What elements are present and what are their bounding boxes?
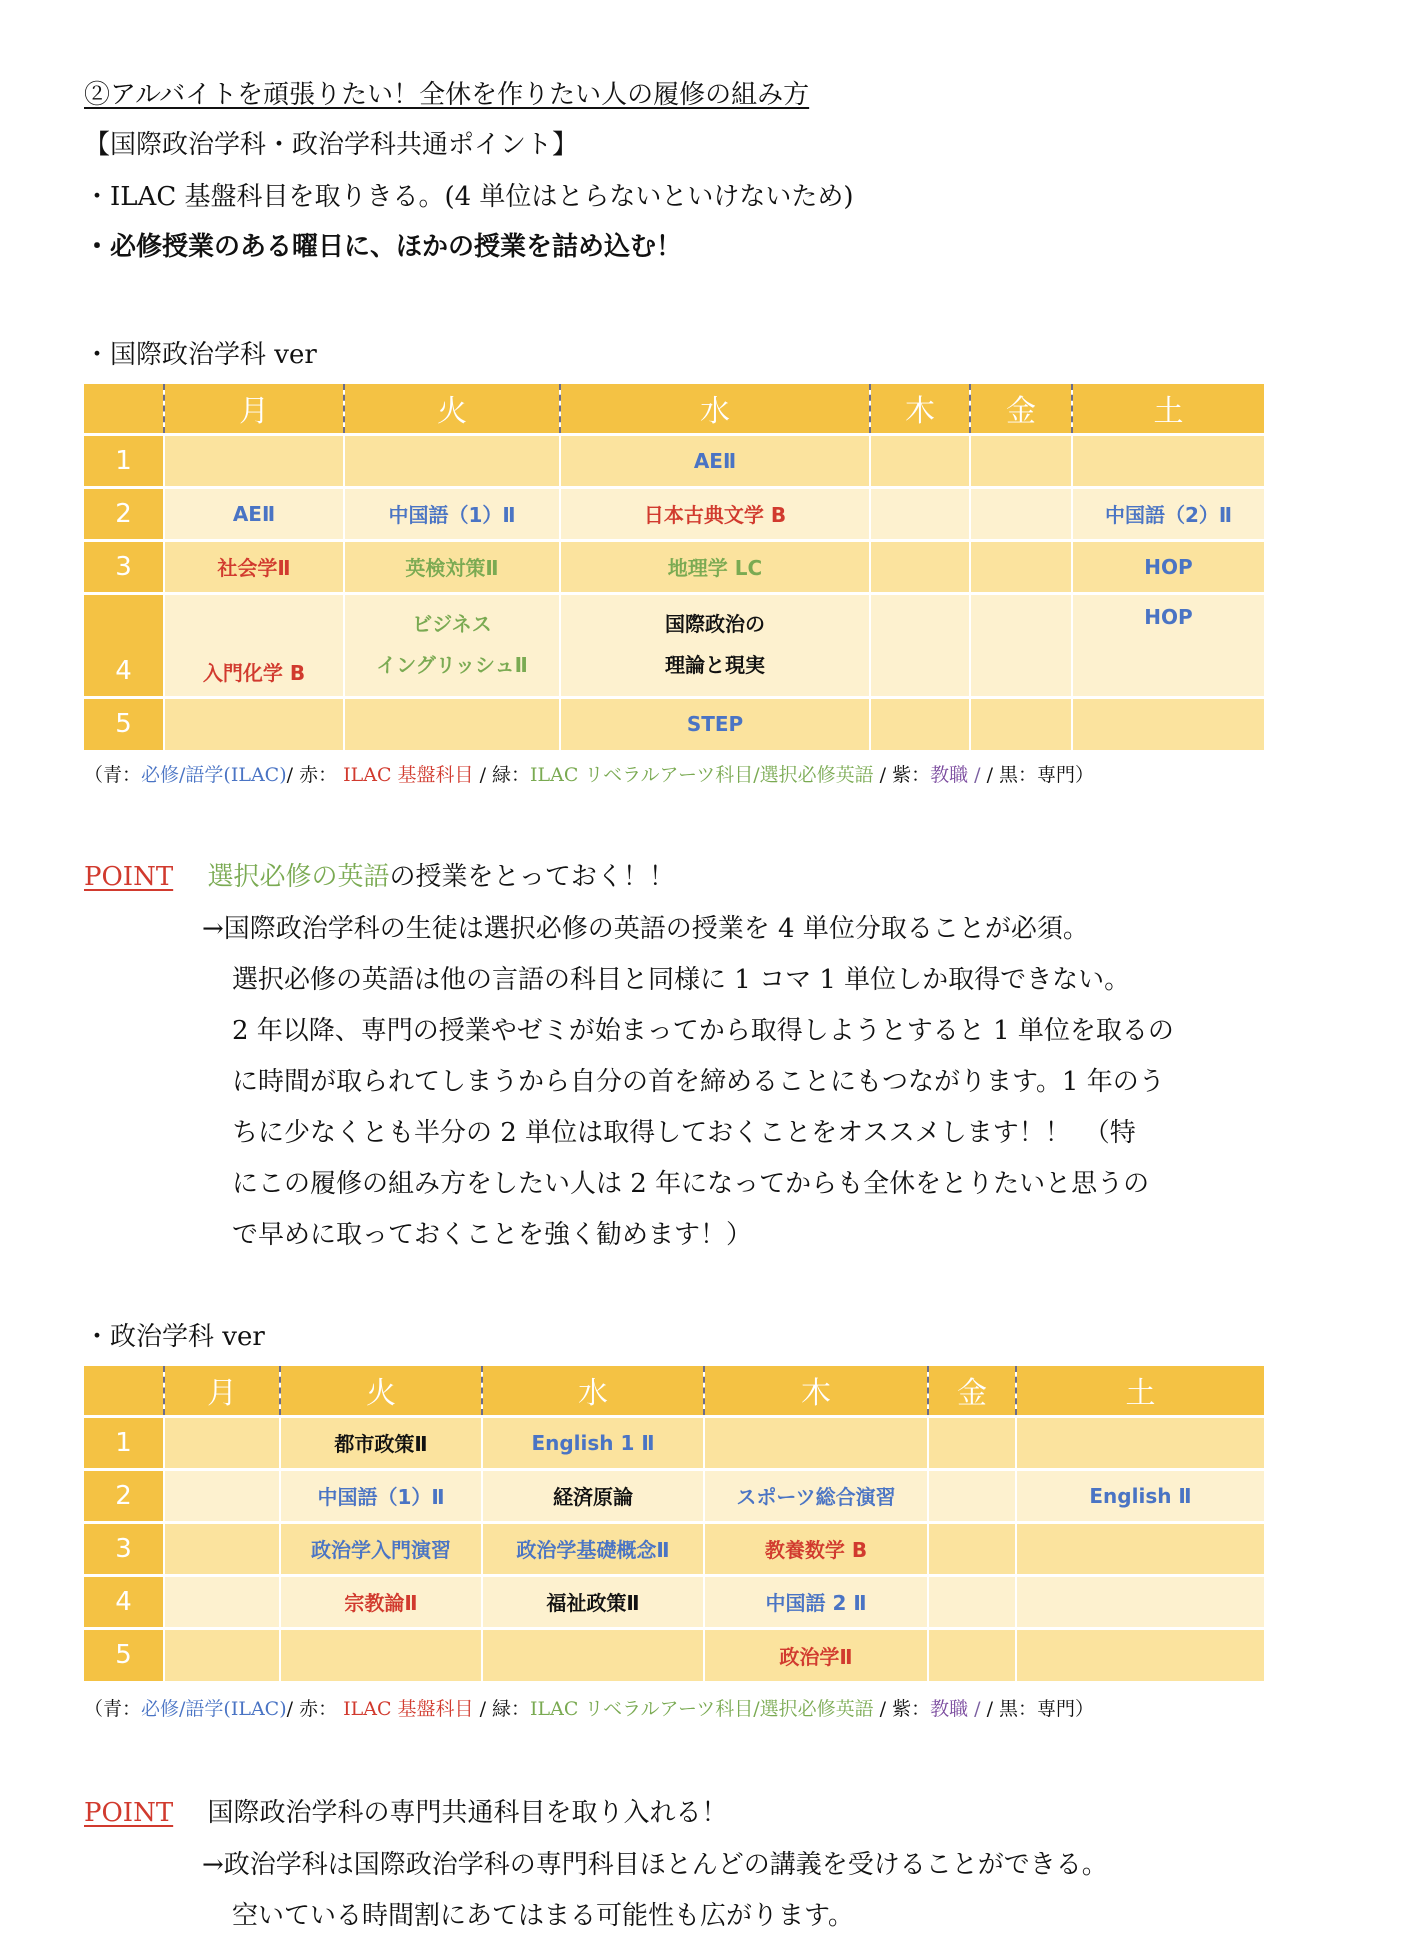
point-1-line-2: 選択必修の英語は他の言語の科目と同様に 1 コマ 1 単位しか取得できない。 (232, 965, 1131, 995)
legend-red: ILAC 基盤科目 (343, 1698, 474, 1720)
table-row (84, 434, 1264, 487)
common-point-1: ・ILAC 基盤科目を取りきる。(4 単位はとらないといけないため) (84, 182, 854, 212)
point-1-line-6: にこの履修の組み方をしたい人は 2 年になってからも全休をとりたいと思うの (232, 1169, 1150, 1199)
legend-after-red: / 緑： (479, 1698, 531, 1720)
table-row (84, 1522, 1264, 1575)
cell-sat-1 (1072, 434, 1264, 487)
period-number: 1 (84, 434, 164, 487)
cell-mon-5 (164, 697, 344, 750)
legend-green: ILAC リベラルアーツ科目/選択必修英語 (530, 764, 874, 786)
cell-wed-2: 経済原論 (482, 1469, 704, 1522)
cell-sat-4: HOP (1072, 593, 1264, 697)
period-number: 4 (84, 1575, 164, 1628)
cell-thu-2 (870, 487, 970, 540)
cell-sat-4 (1016, 1575, 1264, 1628)
cell-fri-5 (970, 697, 1072, 750)
header-day-sat: 土 (1072, 384, 1264, 434)
header-day-fri: 金 (928, 1366, 1016, 1416)
legend-open: （青： (84, 1698, 142, 1720)
cell-thu-3 (870, 540, 970, 593)
cell-tue-5 (280, 1628, 482, 1681)
cell-wed-1: AEⅡ (560, 434, 870, 487)
cell-wed-4: 福祉政策Ⅱ (482, 1575, 704, 1628)
cell-mon-1 (164, 1416, 280, 1469)
cell-tue-3: 政治学入門演習 (280, 1522, 482, 1575)
point-2-line-2: 空いている時間割にあてはまる可能性も広がります。 (232, 1901, 854, 1931)
header-day-thu: 木 (704, 1366, 928, 1416)
legend-purple: 教職 (930, 1698, 969, 1720)
cell-wed-3: 政治学基礎概念Ⅱ (482, 1522, 704, 1575)
point-1-line-4: に時間が取られてしまうから自分の首を締めることにもつながります。1 年のう (232, 1067, 1165, 1097)
header-corner (84, 1366, 164, 1416)
table-row (84, 1469, 1264, 1522)
cell-fri-5 (928, 1628, 1016, 1681)
header-day-mon: 月 (164, 1366, 280, 1416)
cell-tue-4-line2: イングリッシュⅡ (376, 653, 528, 677)
legend-after-blue: / 赤： (286, 1698, 338, 1720)
cell-mon-4: 入門化学 B (164, 593, 344, 697)
legend-after-green: / 紫： (879, 1698, 931, 1720)
cell-thu-5 (870, 697, 970, 750)
cell-mon-2: AEⅡ (164, 487, 344, 540)
table-row (84, 540, 1264, 593)
legend-after-purple: / 黒：専門） (986, 764, 1095, 786)
cell-mon-2 (164, 1469, 280, 1522)
header-day-wed: 水 (482, 1366, 704, 1416)
cell-fri-4 (970, 593, 1072, 697)
point-1-rest: の授業をとっておく！！ (389, 862, 675, 892)
legend-green: ILAC リベラルアーツ科目/選択必修英語 (530, 1698, 874, 1720)
timetable-intl-politics (84, 384, 1264, 750)
cell-sat-5 (1072, 697, 1264, 750)
cell-thu-1 (704, 1416, 928, 1469)
cell-sat-2: English Ⅱ (1016, 1469, 1264, 1522)
cell-sat-2: 中国語（2）Ⅱ (1072, 487, 1264, 540)
point-1-line-5: ちに少なくとも半分の 2 単位は取得しておくことをオススメします！！ （特 (232, 1118, 1136, 1148)
section-label-politics: ・政治学科 ver (84, 1322, 265, 1352)
legend-slash: / (974, 764, 981, 786)
cell-thu-4 (870, 593, 970, 697)
cell-thu-3: 教養数学 B (704, 1522, 928, 1575)
period-number: 5 (84, 697, 164, 750)
legend-open: （青： (84, 764, 142, 786)
common-points-title: 【国際政治学科・政治学科共通ポイント】 (84, 130, 579, 160)
table-header-row (84, 384, 1264, 434)
header-day-tue: 火 (280, 1366, 482, 1416)
cell-fri-3 (928, 1522, 1016, 1575)
point-1-line-3: 2 年以降、専門の授業やゼミが始まってから取得しようとすると 1 単位を取るの (232, 1016, 1174, 1046)
color-legend-2 (84, 1696, 1094, 1722)
cell-mon-1 (164, 434, 344, 487)
cell-sat-5 (1016, 1628, 1264, 1681)
cell-fri-3 (970, 540, 1072, 593)
cell-thu-2: スポーツ総合演習 (704, 1469, 928, 1522)
cell-wed-1: English 1 Ⅱ (482, 1416, 704, 1469)
cell-tue-2: 中国語（1）Ⅱ (280, 1469, 482, 1522)
point-2-tag: POINT (84, 1798, 174, 1828)
cell-tue-4: 宗教論Ⅱ (280, 1575, 482, 1628)
cell-sat-3: HOP (1072, 540, 1264, 593)
table-row (84, 1575, 1264, 1628)
point-1-highlight: 選択必修の英語 (207, 862, 390, 892)
legend-red: ILAC 基盤科目 (343, 764, 474, 786)
cell-wed-2: 日本古典文学 B (560, 487, 870, 540)
point-1-tag: POINT (84, 862, 174, 892)
table-row (84, 593, 1264, 697)
point-1-heading (84, 860, 675, 894)
cell-tue-1 (344, 434, 560, 487)
table-header-row (84, 1366, 1264, 1416)
header-day-mon: 月 (164, 384, 344, 434)
timetable-politics (84, 1366, 1264, 1681)
color-legend-1 (84, 762, 1094, 788)
cell-mon-3 (164, 1522, 280, 1575)
point-2-title: 国際政治学科の専門共通科目を取り入れる！ (207, 1798, 728, 1828)
legend-purple: 教職 (930, 764, 969, 786)
legend-blue: 必修/語学(ILAC) (141, 764, 287, 786)
table-row (84, 487, 1264, 540)
cell-tue-1: 都市政策Ⅱ (280, 1416, 482, 1469)
cell-wed-5: STEP (560, 697, 870, 750)
cell-sat-3 (1016, 1522, 1264, 1575)
cell-wed-3: 地理学 LC (560, 540, 870, 593)
common-point-2: ・必修授業のある曜日に、ほかの授業を詰め込む！ (84, 232, 683, 262)
header-day-fri: 金 (970, 384, 1072, 434)
cell-fri-1 (970, 434, 1072, 487)
period-number: 4 (84, 593, 164, 697)
table-row (84, 1416, 1264, 1469)
legend-after-purple: / 黒：専門） (986, 1698, 1095, 1720)
header-day-wed: 水 (560, 384, 870, 434)
section-label-intl-politics: ・国際政治学科 ver (84, 340, 317, 370)
cell-thu-4: 中国語 2 Ⅱ (704, 1575, 928, 1628)
period-number: 2 (84, 1469, 164, 1522)
cell-fri-1 (928, 1416, 1016, 1469)
cell-tue-2: 中国語（1）Ⅱ (344, 487, 560, 540)
period-number: 2 (84, 487, 164, 540)
legend-after-blue: / 赤： (286, 764, 338, 786)
period-number: 1 (84, 1416, 164, 1469)
cell-wed-4 (560, 593, 870, 697)
cell-fri-4 (928, 1575, 1016, 1628)
cell-mon-3: 社会学Ⅱ (164, 540, 344, 593)
cell-thu-1 (870, 434, 970, 487)
cell-thu-5: 政治学Ⅱ (704, 1628, 928, 1681)
cell-wed-5 (482, 1628, 704, 1681)
period-number: 5 (84, 1628, 164, 1681)
point-2-heading (84, 1796, 727, 1830)
point-1-line-1: →国際政治学科の生徒は選択必修の英語の授業を 4 単位分取ることが必須。 (202, 914, 1089, 944)
cell-mon-4 (164, 1575, 280, 1628)
legend-after-red: / 緑： (479, 764, 531, 786)
cell-mon-5 (164, 1628, 280, 1681)
period-number: 3 (84, 540, 164, 593)
legend-slash: / (974, 1698, 981, 1720)
period-number: 3 (84, 1522, 164, 1575)
cell-tue-4 (344, 593, 560, 697)
cell-fri-2 (970, 487, 1072, 540)
table-row (84, 1628, 1264, 1681)
header-day-sat: 土 (1016, 1366, 1264, 1416)
page-heading: ②アルバイトを頑張りたい！全休を作りたい人の履修の組み方 (84, 80, 810, 110)
table-row (84, 697, 1264, 750)
point-2-line-1: →政治学科は国際政治学科の専門科目ほとんどの講義を受けることができる。 (202, 1850, 1108, 1880)
cell-wed-4-line2: 理論と現実 (665, 653, 765, 677)
header-day-thu: 木 (870, 384, 970, 434)
cell-fri-2 (928, 1469, 1016, 1522)
legend-blue: 必修/語学(ILAC) (141, 1698, 287, 1720)
cell-tue-3: 英検対策Ⅱ (344, 540, 560, 593)
point-1-line-7: で早めに取っておくことを強く勧めます！） (232, 1220, 753, 1250)
cell-tue-5 (344, 697, 560, 750)
cell-sat-1 (1016, 1416, 1264, 1469)
cell-tue-4-line1: ビジネス (412, 612, 492, 636)
header-day-tue: 火 (344, 384, 560, 434)
cell-wed-4-line1: 国際政治の (665, 612, 765, 636)
legend-after-green: / 紫： (879, 764, 931, 786)
header-corner (84, 384, 164, 434)
